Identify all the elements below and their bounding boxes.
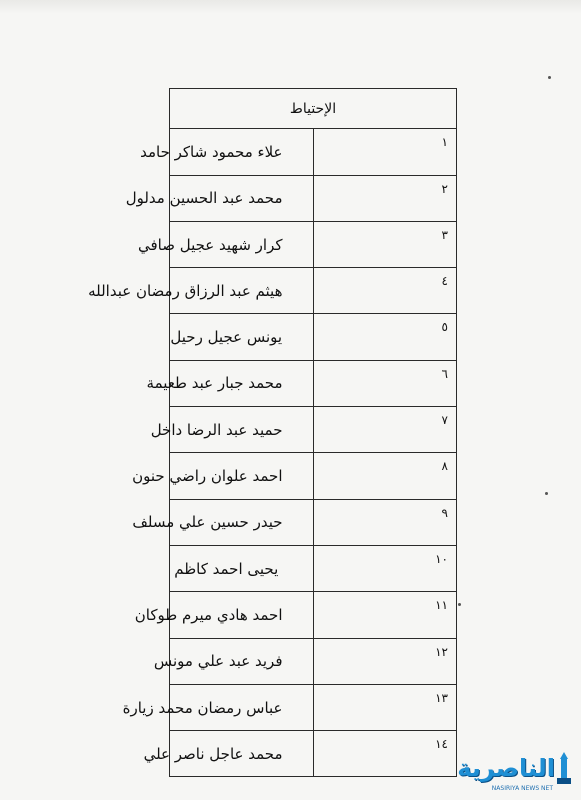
row-number: ١٣ xyxy=(313,684,457,730)
watermark-text: الناصرية xyxy=(457,754,555,782)
row-number: ٣ xyxy=(313,221,457,267)
row-name: حيدر حسين علي مسلف xyxy=(170,499,314,545)
row-number: ١ xyxy=(313,129,457,175)
row-name: يحيى احمد كاظم xyxy=(170,545,314,591)
row-number: ١٤ xyxy=(313,731,457,777)
table-row xyxy=(170,731,457,777)
row-name: يونس عجيل رحيل xyxy=(170,314,314,360)
row-name: محمد جبار عبد طعيمة xyxy=(170,360,314,406)
row-name: محمد عاجل ناصر علي xyxy=(170,731,314,777)
row-name: عباس رمضان محمد زيارة xyxy=(170,684,314,730)
table-row xyxy=(170,175,457,221)
row-number: ١٢ xyxy=(313,638,457,684)
row-name: احمد هادي ميرم طوكان xyxy=(170,592,314,638)
row-number: ٥ xyxy=(313,314,457,360)
table-row xyxy=(170,221,457,267)
table-row xyxy=(170,638,457,684)
row-name: احمد علوان راضي حنون xyxy=(170,453,314,499)
table-row xyxy=(170,407,457,453)
row-number: ٨ xyxy=(313,453,457,499)
table-row xyxy=(170,592,457,638)
row-name: حميد عبد الرضا داخل xyxy=(170,407,314,453)
table-header-row xyxy=(170,89,457,129)
table-header: الإحتياط xyxy=(170,89,457,129)
minaret-logo-icon xyxy=(555,752,573,786)
table-row xyxy=(170,453,457,499)
row-number: ١٠ xyxy=(313,545,457,591)
table-row xyxy=(170,314,457,360)
row-number: ٩ xyxy=(313,499,457,545)
reserve-list-table xyxy=(88,88,457,777)
scan-speck xyxy=(545,492,548,495)
row-name: علاء محمود شاكر حامد xyxy=(170,129,314,175)
row-number: ٧ xyxy=(313,407,457,453)
table-row xyxy=(170,499,457,545)
site-watermark xyxy=(433,750,573,792)
row-name: فريد عبد علي مونس xyxy=(170,638,314,684)
watermark-subtext: NASIRIYA NEWS NET xyxy=(491,785,553,792)
scan-speck xyxy=(458,603,461,606)
table-row xyxy=(170,684,457,730)
table-row xyxy=(170,129,457,175)
row-number: ٦ xyxy=(313,360,457,406)
row-name: محمد عبد الحسين مدلول xyxy=(170,175,314,221)
row-number: ١١ xyxy=(313,592,457,638)
table-row xyxy=(170,545,457,591)
table-row xyxy=(170,360,457,406)
scan-top-edge xyxy=(0,0,581,14)
table-row xyxy=(170,268,457,314)
row-name: كرار شهيد عجيل صافي xyxy=(170,221,314,267)
row-name: هيثم عبد الرزاق رمضان عبدالله xyxy=(170,268,314,314)
scan-speck xyxy=(548,76,551,79)
row-number: ٢ xyxy=(313,175,457,221)
row-number: ٤ xyxy=(313,268,457,314)
